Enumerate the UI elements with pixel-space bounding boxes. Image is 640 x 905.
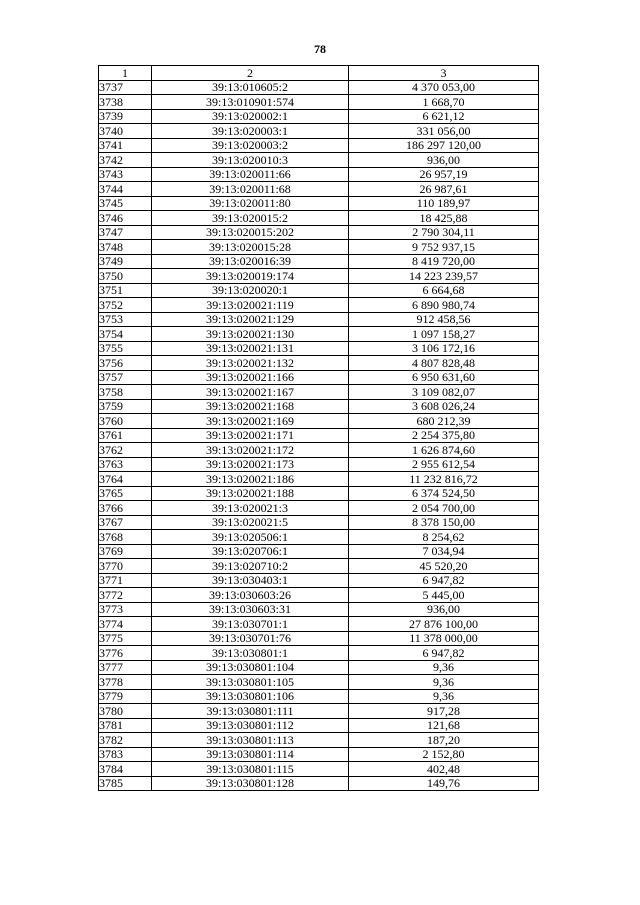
row-number-cell: 3748 bbox=[99, 240, 152, 255]
cadastral-value-cell: 2 955 612,54 bbox=[349, 457, 539, 472]
cadastral-value-cell: 8 419 720,00 bbox=[349, 254, 539, 269]
row-number-cell: 3749 bbox=[99, 254, 152, 269]
table-row bbox=[99, 472, 539, 487]
table-row bbox=[99, 443, 539, 458]
table-row bbox=[99, 689, 539, 704]
table-row bbox=[99, 544, 539, 559]
table-row bbox=[99, 573, 539, 588]
cadastral-value-cell: 402,48 bbox=[349, 762, 539, 777]
cadastral-value-cell: 11 232 816,72 bbox=[349, 472, 539, 487]
cadastral-value-cell: 680 212,39 bbox=[349, 414, 539, 429]
row-number-cell: 3775 bbox=[99, 631, 152, 646]
row-number-cell: 3767 bbox=[99, 515, 152, 530]
row-number-cell: 3784 bbox=[99, 762, 152, 777]
row-number-cell: 3779 bbox=[99, 689, 152, 704]
cadastral-number-cell: 39:13:020706:1 bbox=[152, 544, 349, 559]
cadastral-number-cell: 39:13:030801:128 bbox=[152, 776, 349, 791]
table-row bbox=[99, 138, 539, 153]
row-number-cell: 3785 bbox=[99, 776, 152, 791]
row-number-cell: 3777 bbox=[99, 660, 152, 675]
cadastral-value-cell: 912 458,56 bbox=[349, 312, 539, 327]
table-row bbox=[99, 762, 539, 777]
cadastral-value-cell: 2 054 700,00 bbox=[349, 501, 539, 516]
row-number-cell: 3741 bbox=[99, 138, 152, 153]
row-number-cell: 3776 bbox=[99, 646, 152, 661]
row-number-cell: 3768 bbox=[99, 530, 152, 545]
cadastral-value-cell: 7 034,94 bbox=[349, 544, 539, 559]
cadastral-value-cell: 9,36 bbox=[349, 689, 539, 704]
cadastral-number-cell: 39:13:030701:1 bbox=[152, 617, 349, 632]
cadastral-value-cell: 936,00 bbox=[349, 602, 539, 617]
table-row bbox=[99, 167, 539, 182]
cadastral-number-cell: 39:13:020019:174 bbox=[152, 269, 349, 284]
row-number-cell: 3773 bbox=[99, 602, 152, 617]
cadastral-value-cell: 6 950 631,60 bbox=[349, 370, 539, 385]
cadastral-value-cell: 6 890 980,74 bbox=[349, 298, 539, 313]
cadastral-value-cell: 917,28 bbox=[349, 704, 539, 719]
cadastral-number-cell: 39:13:020015:2 bbox=[152, 211, 349, 226]
cadastral-number-cell: 39:13:020011:68 bbox=[152, 182, 349, 197]
cadastral-value-cell: 187,20 bbox=[349, 733, 539, 748]
row-number-cell: 3764 bbox=[99, 472, 152, 487]
row-number-cell: 3780 bbox=[99, 704, 152, 719]
cadastral-number-cell: 39:13:020021:129 bbox=[152, 312, 349, 327]
cadastral-value-cell: 4 807 828,48 bbox=[349, 356, 539, 371]
table-row bbox=[99, 283, 539, 298]
cadastral-value-cell: 18 425,88 bbox=[349, 211, 539, 226]
cadastral-number-cell: 39:13:030801:113 bbox=[152, 733, 349, 748]
cadastral-number-cell: 39:13:020003:2 bbox=[152, 138, 349, 153]
cadastral-number-cell: 39:13:020710:2 bbox=[152, 559, 349, 574]
cadastral-number-cell: 39:13:020021:119 bbox=[152, 298, 349, 313]
cadastral-number-cell: 39:13:020015:202 bbox=[152, 225, 349, 240]
cadastral-number-cell: 39:13:030801:1 bbox=[152, 646, 349, 661]
row-number-cell: 3756 bbox=[99, 356, 152, 371]
row-number-cell: 3746 bbox=[99, 211, 152, 226]
row-number-cell: 3742 bbox=[99, 153, 152, 168]
cadastral-number-cell: 39:13:020003:1 bbox=[152, 124, 349, 139]
cadastral-number-cell: 39:13:020021:132 bbox=[152, 356, 349, 371]
cadastral-value-table bbox=[98, 65, 539, 791]
table-row bbox=[99, 240, 539, 255]
row-number-cell: 3753 bbox=[99, 312, 152, 327]
cadastral-value-cell: 3 106 172,16 bbox=[349, 341, 539, 356]
cadastral-number-cell: 39:13:020021:131 bbox=[152, 341, 349, 356]
cadastral-value-cell: 8 254,62 bbox=[349, 530, 539, 545]
row-number-cell: 3745 bbox=[99, 196, 152, 211]
cadastral-value-cell: 121,68 bbox=[349, 718, 539, 733]
cadastral-number-cell: 39:13:030801:114 bbox=[152, 747, 349, 762]
row-number-cell: 3744 bbox=[99, 182, 152, 197]
row-number-cell: 3781 bbox=[99, 718, 152, 733]
row-number-cell: 3751 bbox=[99, 283, 152, 298]
cadastral-number-cell: 39:13:020021:172 bbox=[152, 443, 349, 458]
column-header-3: 3 bbox=[349, 66, 539, 81]
row-number-cell: 3752 bbox=[99, 298, 152, 313]
table-row bbox=[99, 588, 539, 603]
table-row bbox=[99, 327, 539, 342]
cadastral-number-cell: 39:13:030801:111 bbox=[152, 704, 349, 719]
cadastral-number-cell: 39:13:020011:66 bbox=[152, 167, 349, 182]
cadastral-number-cell: 39:13:020015:28 bbox=[152, 240, 349, 255]
cadastral-number-cell: 39:13:020016:39 bbox=[152, 254, 349, 269]
cadastral-value-cell: 3 608 026,24 bbox=[349, 399, 539, 414]
row-number-cell: 3765 bbox=[99, 486, 152, 501]
cadastral-value-cell: 26 987,61 bbox=[349, 182, 539, 197]
cadastral-number-cell: 39:13:030801:105 bbox=[152, 675, 349, 690]
cadastral-value-cell: 2 254 375,80 bbox=[349, 428, 539, 443]
row-number-cell: 3766 bbox=[99, 501, 152, 516]
cadastral-number-cell: 39:13:030603:31 bbox=[152, 602, 349, 617]
cadastral-number-cell: 39:13:010605:2 bbox=[152, 80, 349, 95]
cadastral-number-cell: 39:13:020021:3 bbox=[152, 501, 349, 516]
cadastral-number-cell: 39:13:030801:106 bbox=[152, 689, 349, 704]
row-number-cell: 3737 bbox=[99, 80, 152, 95]
table-row bbox=[99, 298, 539, 313]
table-row bbox=[99, 486, 539, 501]
table-row bbox=[99, 225, 539, 240]
table-row bbox=[99, 733, 539, 748]
cadastral-number-cell: 39:13:020021:166 bbox=[152, 370, 349, 385]
cadastral-value-cell: 186 297 120,00 bbox=[349, 138, 539, 153]
row-number-cell: 3760 bbox=[99, 414, 152, 429]
cadastral-value-cell: 1 668,70 bbox=[349, 95, 539, 110]
cadastral-value-cell: 11 378 000,00 bbox=[349, 631, 539, 646]
row-number-cell: 3739 bbox=[99, 109, 152, 124]
table-row bbox=[99, 675, 539, 690]
table-row bbox=[99, 515, 539, 530]
row-number-cell: 3782 bbox=[99, 733, 152, 748]
row-number-cell: 3774 bbox=[99, 617, 152, 632]
cadastral-value-cell: 27 876 100,00 bbox=[349, 617, 539, 632]
table-row bbox=[99, 660, 539, 675]
cadastral-number-cell: 39:13:020021:168 bbox=[152, 399, 349, 414]
cadastral-value-cell: 149,76 bbox=[349, 776, 539, 791]
table-row bbox=[99, 559, 539, 574]
table-row bbox=[99, 718, 539, 733]
row-number-cell: 3750 bbox=[99, 269, 152, 284]
table-row bbox=[99, 312, 539, 327]
cadastral-number-cell: 39:13:030701:76 bbox=[152, 631, 349, 646]
table-row bbox=[99, 196, 539, 211]
cadastral-value-cell: 4 370 053,00 bbox=[349, 80, 539, 95]
row-number-cell: 3769 bbox=[99, 544, 152, 559]
table-row bbox=[99, 646, 539, 661]
row-number-cell: 3747 bbox=[99, 225, 152, 240]
table-row bbox=[99, 776, 539, 791]
table-row bbox=[99, 95, 539, 110]
cadastral-value-cell: 2 790 304,11 bbox=[349, 225, 539, 240]
cadastral-number-cell: 39:13:020021:167 bbox=[152, 385, 349, 400]
cadastral-value-cell: 6 664,68 bbox=[349, 283, 539, 298]
cadastral-value-cell: 26 957,19 bbox=[349, 167, 539, 182]
cadastral-value-cell: 2 152,80 bbox=[349, 747, 539, 762]
cadastral-number-cell: 39:13:020002:1 bbox=[152, 109, 349, 124]
cadastral-value-cell: 9 752 937,15 bbox=[349, 240, 539, 255]
table-row bbox=[99, 153, 539, 168]
table-row bbox=[99, 530, 539, 545]
cadastral-number-cell: 39:13:030603:26 bbox=[152, 588, 349, 603]
cadastral-number-cell: 39:13:030403:1 bbox=[152, 573, 349, 588]
table-header-row bbox=[99, 66, 539, 81]
table-row bbox=[99, 602, 539, 617]
table-row bbox=[99, 631, 539, 646]
cadastral-number-cell: 39:13:030801:112 bbox=[152, 718, 349, 733]
row-number-cell: 3759 bbox=[99, 399, 152, 414]
row-number-cell: 3778 bbox=[99, 675, 152, 690]
cadastral-number-cell: 39:13:010901:574 bbox=[152, 95, 349, 110]
cadastral-value-cell: 9,36 bbox=[349, 675, 539, 690]
row-number-cell: 3755 bbox=[99, 341, 152, 356]
cadastral-value-cell: 9,36 bbox=[349, 660, 539, 675]
page-number: 78 bbox=[314, 42, 326, 56]
cadastral-number-cell: 39:13:020506:1 bbox=[152, 530, 349, 545]
row-number-cell: 3743 bbox=[99, 167, 152, 182]
cadastral-value-cell: 6 947,82 bbox=[349, 573, 539, 588]
row-number-cell: 3754 bbox=[99, 327, 152, 342]
table-row bbox=[99, 80, 539, 95]
cadastral-number-cell: 39:13:020021:5 bbox=[152, 515, 349, 530]
row-number-cell: 3770 bbox=[99, 559, 152, 574]
row-number-cell: 3762 bbox=[99, 443, 152, 458]
table-row bbox=[99, 356, 539, 371]
table-row bbox=[99, 704, 539, 719]
cadastral-value-cell: 3 109 082,07 bbox=[349, 385, 539, 400]
row-number-cell: 3761 bbox=[99, 428, 152, 443]
table-row bbox=[99, 370, 539, 385]
cadastral-value-cell: 5 445,00 bbox=[349, 588, 539, 603]
table-row bbox=[99, 617, 539, 632]
cadastral-value-cell: 936,00 bbox=[349, 153, 539, 168]
row-number-cell: 3771 bbox=[99, 573, 152, 588]
table-row bbox=[99, 124, 539, 139]
table-row bbox=[99, 109, 539, 124]
row-number-cell: 3740 bbox=[99, 124, 152, 139]
cadastral-number-cell: 39:13:030801:104 bbox=[152, 660, 349, 675]
cadastral-number-cell: 39:13:020021:130 bbox=[152, 327, 349, 342]
column-header-2: 2 bbox=[152, 66, 349, 81]
cadastral-number-cell: 39:13:020021:171 bbox=[152, 428, 349, 443]
table-row bbox=[99, 182, 539, 197]
cadastral-value-cell: 1 626 874,60 bbox=[349, 443, 539, 458]
cadastral-value-cell: 6 621,12 bbox=[349, 109, 539, 124]
cadastral-value-cell: 8 378 150,00 bbox=[349, 515, 539, 530]
table-row bbox=[99, 747, 539, 762]
cadastral-value-cell: 1 097 158,27 bbox=[349, 327, 539, 342]
column-header-1: 1 bbox=[99, 66, 152, 81]
cadastral-value-cell: 14 223 239,57 bbox=[349, 269, 539, 284]
row-number-cell: 3763 bbox=[99, 457, 152, 472]
cadastral-number-cell: 39:13:030801:115 bbox=[152, 762, 349, 777]
cadastral-value-cell: 45 520,20 bbox=[349, 559, 539, 574]
table-row bbox=[99, 341, 539, 356]
cadastral-value-cell: 6 947,82 bbox=[349, 646, 539, 661]
table-row bbox=[99, 414, 539, 429]
table-body bbox=[99, 80, 539, 791]
cadastral-number-cell: 39:13:020021:186 bbox=[152, 472, 349, 487]
table-row bbox=[99, 211, 539, 226]
cadastral-value-cell: 6 374 524,50 bbox=[349, 486, 539, 501]
table-row bbox=[99, 399, 539, 414]
cadastral-number-cell: 39:13:020020:1 bbox=[152, 283, 349, 298]
cadastral-number-cell: 39:13:020021:188 bbox=[152, 486, 349, 501]
table-row bbox=[99, 457, 539, 472]
cadastral-number-cell: 39:13:020021:173 bbox=[152, 457, 349, 472]
cadastral-number-cell: 39:13:020011:80 bbox=[152, 196, 349, 211]
row-number-cell: 3757 bbox=[99, 370, 152, 385]
cadastral-number-cell: 39:13:020021:169 bbox=[152, 414, 349, 429]
cadastral-value-cell: 331 056,00 bbox=[349, 124, 539, 139]
row-number-cell: 3772 bbox=[99, 588, 152, 603]
row-number-cell: 3758 bbox=[99, 385, 152, 400]
table-row bbox=[99, 269, 539, 284]
row-number-cell: 3783 bbox=[99, 747, 152, 762]
cadastral-value-cell: 110 189,97 bbox=[349, 196, 539, 211]
table-row bbox=[99, 385, 539, 400]
table-row bbox=[99, 428, 539, 443]
table-row bbox=[99, 254, 539, 269]
cadastral-number-cell: 39:13:020010:3 bbox=[152, 153, 349, 168]
row-number-cell: 3738 bbox=[99, 95, 152, 110]
table-row bbox=[99, 501, 539, 516]
